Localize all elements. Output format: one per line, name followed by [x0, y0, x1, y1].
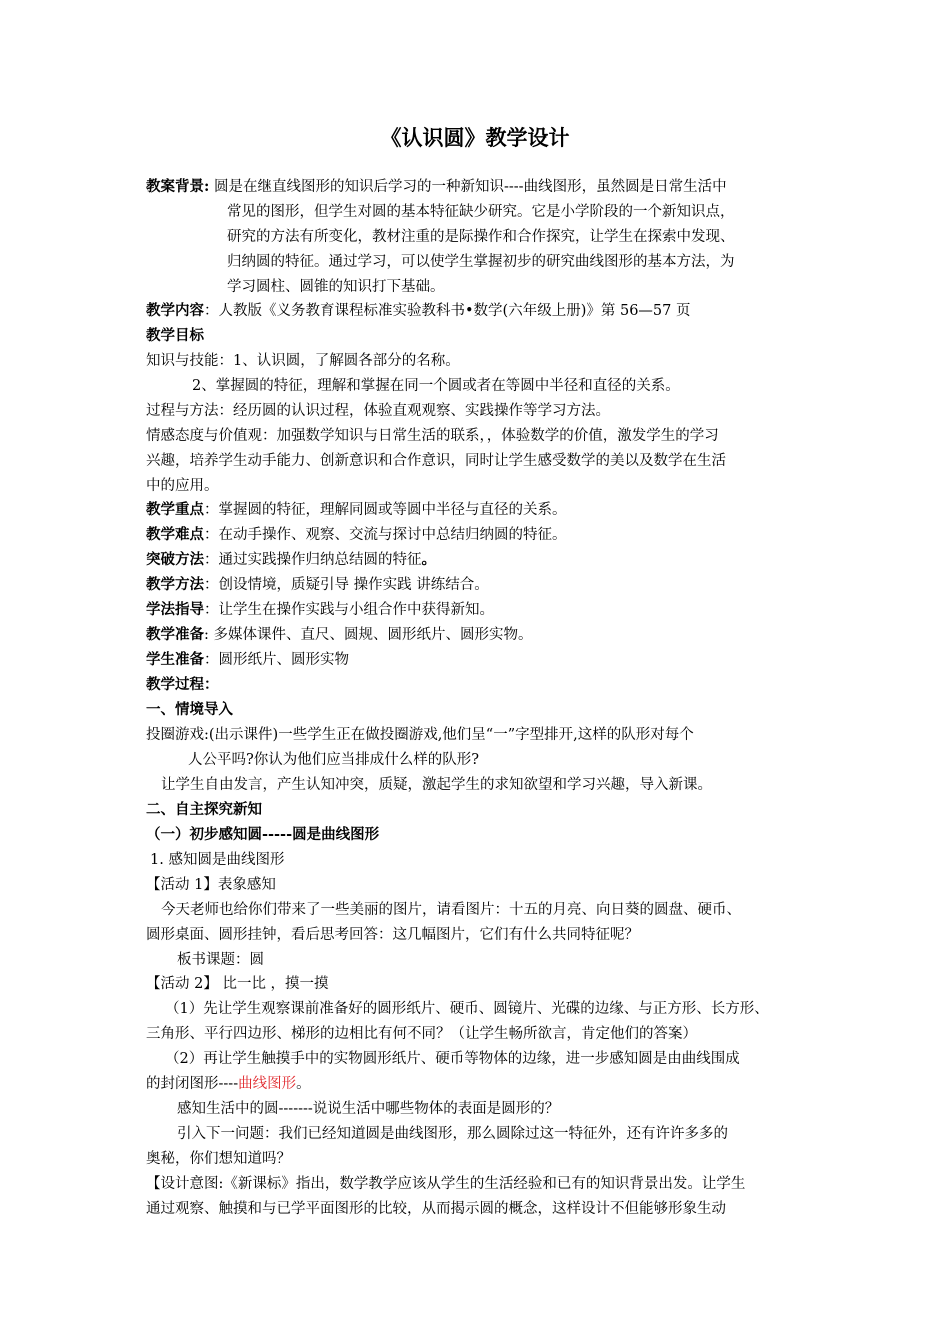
touch-line-2: [146, 1074, 311, 1094]
teacher-prep-label: 教学准备: [146, 626, 204, 643]
activity1-line-2: 圆形桌面、圆形挂钟，看后思考回答：这几幅图片，它们有什么共同特征呢？: [146, 927, 639, 943]
goals-heading: 教学目标: [146, 327, 204, 344]
activity1-label: 【活动 1】表象感知: [146, 877, 276, 893]
background-line-4: 归纳圆的特征。通过学习，可以使学生掌握初步的研究曲线图形的基本方法，为: [227, 254, 735, 270]
student-prep-text: ：圆形纸片、圆形实物: [204, 652, 349, 668]
breakthrough-text: ：通过实践操作归纳总结圆的特征: [204, 552, 422, 568]
touch-line-1: （2）再让学生触摸手中的实物圆形纸片、硬币等物体的边缘，进一步感知圆是由曲线围成: [165, 1051, 740, 1067]
observe-line-1: （1）先让学生观察课前准备好的圆形纸片、硬币、圆镜片、光碟的边缘、与正方形、长方形、: [165, 1001, 769, 1017]
guidance-label: 学法指导: [146, 601, 204, 618]
student-prep: [146, 650, 349, 670]
design-line-1: 【设计意图:《新课标》指出，数学教学应该从学生的生活经验和已有的知识背景出发。让学生: [146, 1176, 746, 1192]
section1-game-1: 投圈游戏:(出示课件)一些学生正在做投圈游戏,他们呈“一”字型排开,这样的队形对每个: [146, 727, 694, 743]
background-label: 教案背景: [146, 178, 204, 195]
background-line-2: 常见的图形，但学生对圆的基本特征缺少研究。它是小学阶段的一个新知识点，: [227, 204, 735, 220]
guidance: [146, 600, 494, 620]
document-title: 《认识圆》教学设计: [380, 125, 570, 150]
goal-emotion-2: 兴趣，培养学生动手能力、创新意识和合作意识，同时让学生感受数学的美以及数学在生活: [146, 453, 726, 469]
touch-prefix: 的封闭图形----: [146, 1076, 239, 1092]
curve-figure-highlight: 曲线图形: [238, 1076, 297, 1092]
teacher-prep-text: : 多媒体课件、直尺、圆规、圆形纸片、圆形实物。: [204, 627, 533, 643]
goal-process: 过程与方法：经历圆的认识过程，体验直观观察、实践操作等学习方法。: [146, 403, 610, 419]
content-line: [146, 301, 690, 321]
section1-heading: 一、情境导入: [146, 701, 233, 718]
difficulty-label: 教学难点: [146, 526, 204, 543]
process-heading: 教学过程：: [146, 676, 219, 693]
difficulty-text: ：在动手操作、观察、交流与探讨中总结归纳圆的特征。: [204, 527, 567, 543]
background-line-5: 学习圆柱、圆锥的知识打下基础。: [227, 279, 445, 295]
section2-sub1: （一）初步感知圆-----圆是曲线图形: [146, 826, 380, 843]
lead-line-1: 引入下一问题：我们已经知道圆是曲线图形，那么圆除过这一特征外，还有许许多多的: [177, 1126, 728, 1142]
content-text: ：人教版《义务教育课程标准实验教科书•数学(六年级上册)》第 56—57 页: [204, 303, 691, 319]
method-label: 教学方法: [146, 576, 204, 593]
background-colon: :: [204, 178, 210, 195]
background-line-3: 研究的方法有所变化，教材注重的是际操作和合作探究，让学生在探索中发现、: [227, 229, 735, 245]
section2-item1: 1. 感知圆是曲线图形: [150, 852, 285, 868]
observe-line-2: 三角形、平行四边形、梯形的边相比有何不同？（让学生畅所欲言，肯定他们的答案）: [146, 1026, 697, 1042]
goal-knowledge: 知识与技能：1、认识圆，了解圆各部分的名称。: [146, 353, 460, 369]
touch-suffix: 。: [296, 1076, 311, 1092]
design-line-2: 通过观察、触摸和与已学平面图形的比较，从而揭示圆的概念，这样设计不但能够形象生动: [146, 1201, 726, 1217]
background-line-1: [146, 177, 727, 197]
goal-knowledge-2: 2、掌握圆的特征，理解和掌握在同一个圆或者在等圆中半径和直径的关系。: [192, 378, 680, 394]
background-text-1: 圆是在继直线图形的知识后学习的一种新知识----曲线图形，虽然圆是日常生活中: [213, 179, 727, 195]
lead-line-2: 奥秘，你们想知道吗？: [146, 1151, 291, 1167]
content-label: 教学内容: [146, 302, 204, 319]
method-text: ：创设情境，质疑引导 操作实践 讲练结合。: [204, 577, 489, 593]
guidance-text: ：让学生在操作实践与小组合作中获得新知。: [204, 602, 494, 618]
section1-speak: 让学生自由发言，产生认知冲突，质疑，激起学生的求知欲望和学习兴趣，导入新课。: [161, 777, 712, 793]
activity2-label: 【活动 2】 比一比 ，摸一摸: [146, 976, 329, 992]
key-point-label: 教学重点: [146, 501, 204, 518]
activity1-line-1: 今天老师也给你们带来了一些美丽的图片，请看图片：十五的月亮、向日葵的圆盘、硬币、: [161, 902, 741, 918]
teacher-prep: [146, 625, 533, 645]
method: [146, 575, 489, 595]
breakthrough: [146, 550, 436, 570]
goal-emotion-3: 中的应用。: [146, 478, 219, 494]
student-prep-label: 学生准备: [146, 651, 204, 668]
key-point-text: ：掌握圆的特征，理解同圆或等圆中半径与直径的关系。: [204, 502, 567, 518]
section1-game-2: 人公平吗?你认为他们应当排成什么样的队形?: [188, 752, 480, 768]
life-circle: 感知生活中的圆-------说说生活中哪些物体的表面是圆形的？: [177, 1101, 560, 1117]
goal-emotion-1: 情感态度与价值观：加强数学知识与日常生活的联系，，体验数学的价值，激发学生的学习: [146, 428, 719, 444]
key-point: [146, 500, 567, 520]
section2-heading: 二、自主探究新知: [146, 801, 262, 818]
breakthrough-tail: 。: [421, 551, 436, 568]
board-title: 板书课题：圆: [177, 952, 264, 968]
breakthrough-label: 突破方法: [146, 551, 204, 568]
difficulty: [146, 525, 567, 545]
